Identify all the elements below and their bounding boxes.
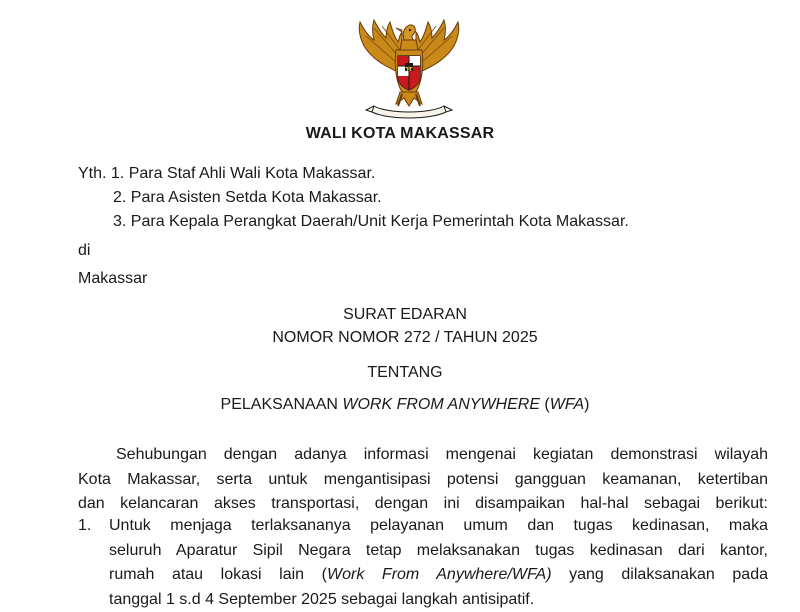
recipient-item: 3. Para Kepala Perangkat Daerah/Unit Kerja Pemerintah Kota Makassar. [113,212,629,232]
intro-paragraph [78,443,768,517]
point-1-paragraph [109,514,768,612]
recipient-row-1 [78,164,375,184]
intro-line: dan kelancaran akses transportasi, dengan ini disampaikan hal-hal sebagai berikut: [78,492,768,517]
di-label: di [78,241,90,261]
subject-close: ) [584,396,589,413]
letter-subject [0,395,800,415]
garuda-emblem [352,16,466,122]
issuer-title: WALI KOTA MAKASSAR [0,125,800,143]
point-line-mixed [109,563,768,588]
point-line: seluruh Aparatur Sipil Negara tetap melaksanakan tugas kedinasan dari kantor, [109,539,768,564]
point-line3-prefix: rumah atau lokasi lain ( [109,566,327,583]
point-line3-italic: Work From Anywhere/WFA) [327,566,552,583]
letter-number: NOMOR NOMOR 272 / TAHUN 2025 [0,328,800,348]
intro-line: Sehubungan dengan adanya informasi mengenai kegiatan demonstrasi wilayah [78,443,768,468]
point-number: 1. [78,514,91,539]
point-line: Untuk menjaga terlaksananya pelayanan umum dan tugas kedinasan, maka [109,514,768,539]
subject-open: ( [540,396,550,413]
point-line: tanggal 1 s.d 4 September 2025 sebagai langkah antisipatif. [109,588,768,612]
place-label: Makassar [78,269,147,289]
subject-italic: WORK FROM ANYWHERE [342,396,540,413]
recipient-item: 2. Para Asisten Setda Kota Makassar. [113,188,382,208]
intro-line: Kota Makassar, serta untuk mengantisipasi potensi gangguan keamanan, ketertiban [78,468,768,493]
subject-prefix: PELAKSANAAN [221,396,343,413]
letter-type: SURAT EDARAN [0,305,800,325]
yth-label: Yth. [78,165,106,182]
point-line3-suffix: yang dilaksanakan pada [552,566,768,583]
letter-about: TENTANG [0,363,800,383]
subject-abbr: WFA [550,396,584,413]
recipient-item: 1. Para Staf Ahli Wali Kota Makassar. [111,165,375,182]
